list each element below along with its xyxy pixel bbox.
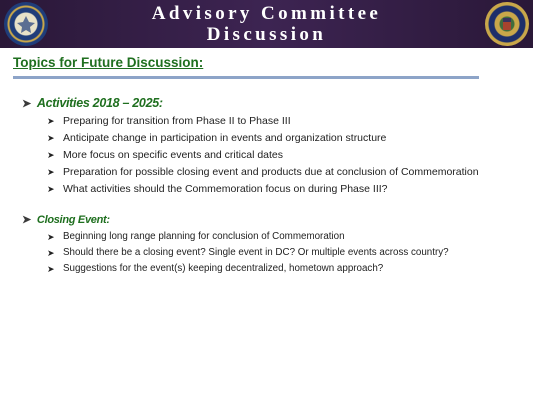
list-item — [47, 181, 479, 198]
list-item-text: Preparation for possible closing event and products due at conclusion of Commemoration — [63, 166, 479, 178]
arrow-bullet-icon: ➤ — [22, 98, 31, 110]
arrow-bullet-icon: ➤ — [47, 248, 55, 258]
heading-divider — [13, 76, 479, 79]
dod-seal-icon — [4, 2, 48, 46]
arrow-bullet-icon: ➤ — [22, 214, 31, 226]
list-item-text: Anticipate change in participation in events and organization structure — [63, 132, 387, 144]
title-line-1: Advisory Committee — [151, 3, 382, 24]
list-item — [47, 147, 479, 164]
topic-heading-closing-event — [22, 212, 110, 228]
arrow-bullet-icon: ➤ — [47, 150, 55, 160]
list-item — [47, 113, 479, 130]
arrow-bullet-icon: ➤ — [47, 133, 55, 143]
list-item — [47, 245, 449, 261]
list-item-text: Should there be a closing event? Single event in DC? Or multiple events across country? — [63, 247, 449, 258]
list-item — [47, 261, 449, 277]
list-item-text: Suggestions for the event(s) keeping decentralized, hometown approach? — [63, 263, 384, 274]
arrow-bullet-icon: ➤ — [47, 167, 55, 177]
topic-title: Closing Event: — [36, 214, 110, 226]
title-line-2: Discussion — [206, 24, 327, 45]
list-item — [47, 130, 479, 147]
section-heading: Topics for Future Discussion: — [13, 55, 204, 70]
commemoration-seal-icon — [485, 2, 529, 46]
arrow-bullet-icon: ➤ — [47, 264, 55, 274]
arrow-bullet-icon: ➤ — [47, 116, 55, 126]
arrow-bullet-icon: ➤ — [47, 184, 55, 194]
topic-title: Activities 2018 – 2025: — [36, 96, 163, 110]
activities-list — [47, 113, 479, 198]
list-item — [47, 164, 479, 181]
closing-event-list — [47, 229, 449, 277]
list-item-text: Preparing for transition from Phase II to Phase III — [63, 115, 291, 127]
list-item-text: What activities should the Commemoration focus on during Phase III? — [63, 183, 388, 195]
list-item — [47, 229, 449, 245]
list-item-text: Beginning long range planning for conclusion of Commemoration — [63, 231, 345, 242]
list-item-text: More focus on specific events and critical dates — [63, 149, 284, 161]
page-title — [60, 3, 473, 45]
topic-heading-activities — [22, 95, 163, 112]
title-banner — [0, 0, 533, 48]
arrow-bullet-icon: ➤ — [47, 232, 55, 242]
